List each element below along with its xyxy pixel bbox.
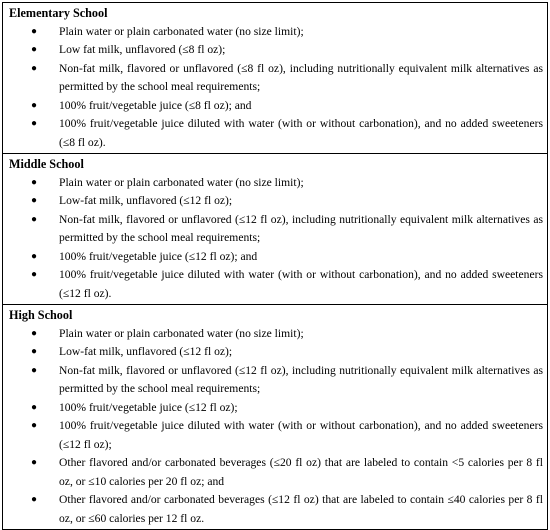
item-text: Low-fat milk, unflavored (≤12 fl oz); (59, 345, 233, 358)
item-list (9, 174, 543, 304)
section-high-school (3, 305, 547, 530)
item-text: Non-fat milk, flavored or unflavored (≤12 fl oz), including nutritionally equivalent milk alternatives as permitted by the school meal requirements; (59, 212, 543, 244)
section-title: Elementary School (9, 6, 108, 20)
list-item (9, 211, 543, 248)
item-text: Other flavored and/or carbonated beverages (≤12 fl oz) that are labeled to contain ≤40 calories per 8 fl oz, or ≤60 calories per 12 fl oz. (59, 493, 543, 525)
item-list (9, 325, 543, 529)
item-text: Other flavored and/or carbonated beverages (≤20 fl oz) that are labeled to contain <5 calories per 8 fl oz, or ≤10 calories per 20 fl oz; and (59, 456, 543, 488)
item-text: 100% fruit/vegetable juice (≤12 fl oz); (59, 400, 238, 414)
list-item (9, 248, 543, 267)
bullet-icon: ● (31, 250, 38, 262)
bullet-icon: ● (31, 269, 38, 280)
bullet-icon: ● (31, 195, 38, 206)
section-title: High School (9, 308, 73, 322)
list-item (9, 362, 543, 399)
beverage-standards-table (2, 2, 548, 530)
item-text: Non-fat milk, flavored or unflavored (≤12 fl oz), including nutritionally equivalent milk alternatives as permitted by the school meal requirements; (59, 363, 543, 395)
list-item (9, 174, 543, 193)
bullet-icon: ● (31, 401, 38, 413)
list-item (9, 325, 543, 344)
bullet-icon: ● (31, 44, 38, 55)
bullet-icon: ● (31, 213, 38, 225)
item-text: 100% fruit/vegetable juice (≤8 fl oz); and (59, 98, 252, 112)
list-item (9, 115, 543, 152)
bullet-icon: ● (31, 62, 38, 74)
bullet-icon: ● (31, 327, 38, 339)
item-text: Plain water or plain carbonated water (no size limit); (59, 175, 304, 189)
list-item (9, 266, 543, 303)
bullet-icon: ● (31, 176, 38, 188)
list-item (9, 41, 543, 60)
bullet-icon: ● (31, 99, 38, 111)
section-title: Middle School (9, 157, 84, 171)
list-item (9, 60, 543, 97)
item-text: Plain water or plain carbonated water (no size limit); (59, 326, 304, 340)
bullet-icon: ● (31, 364, 38, 376)
item-text: Low-fat milk, unflavored (≤12 fl oz); (59, 194, 233, 207)
item-text: Low fat milk, unflavored (≤8 fl oz); (59, 43, 226, 56)
list-item (9, 192, 543, 211)
item-text: Plain water or plain carbonated water (no size limit); (59, 24, 304, 38)
bullet-icon: ● (31, 420, 38, 431)
item-text: 100% fruit/vegetable juice (≤12 fl oz); and (59, 249, 258, 263)
section-elementary-school (3, 3, 547, 154)
list-item (9, 399, 543, 418)
item-list (9, 23, 543, 153)
list-item (9, 454, 543, 491)
item-text: 100% fruit/vegetable juice diluted with water (with or without carbonation), and no added sweeteners (≤12 fl oz); (59, 419, 543, 451)
list-item (9, 417, 543, 454)
bullet-icon: ● (31, 118, 38, 129)
list-item (9, 97, 543, 116)
bullet-icon: ● (31, 457, 38, 468)
item-text: Non-fat milk, flavored or unflavored (≤8 fl oz), including nutritionally equivalent milk alternatives as permitted by the school meal requirements; (59, 61, 543, 93)
list-item (9, 343, 543, 362)
bullet-icon: ● (31, 346, 38, 357)
section-middle-school (3, 154, 547, 305)
list-item (9, 23, 543, 42)
bullet-icon: ● (31, 25, 38, 37)
item-text: 100% fruit/vegetable juice diluted with water (with or without carbonation), and no added sweeteners (≤8 fl oz). (59, 117, 543, 149)
bullet-icon: ● (31, 494, 38, 505)
list-item (9, 491, 543, 528)
item-text: 100% fruit/vegetable juice diluted with water (with or without carbonation), and no added sweeteners (≤12 fl oz). (59, 268, 543, 300)
